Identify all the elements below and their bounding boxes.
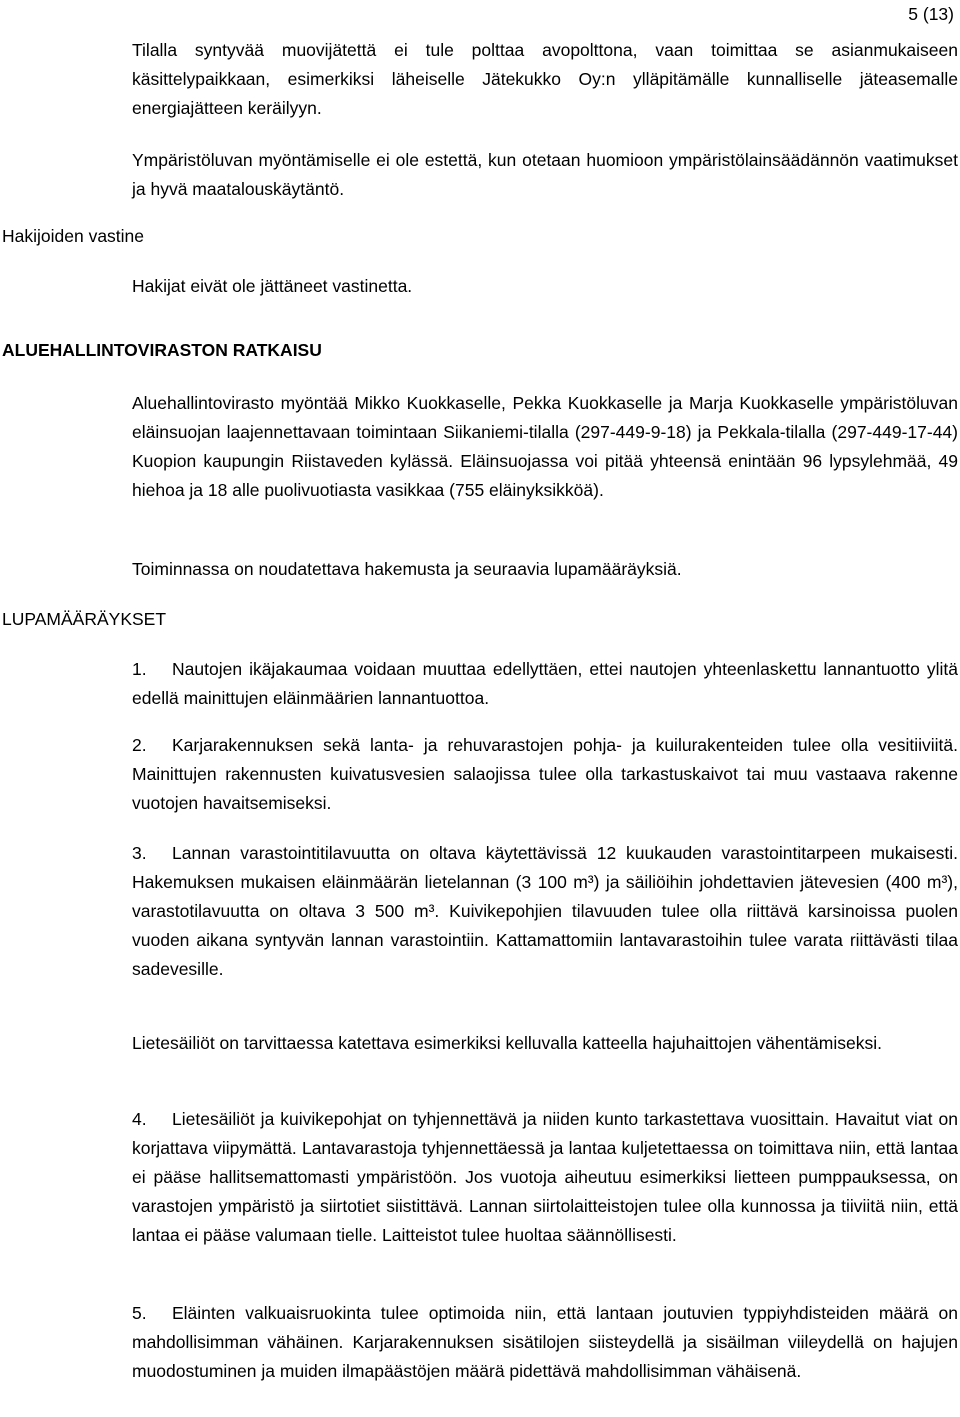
condition-text: Eläinten valkuaisruokinta tulee optimoida niin, että lantaan joutuvien typpiyhdisteiden määrä on mahdollisimman vähäinen. Karjarakennuksen sisätilojen siisteydellä ja sisäilman viileydellä on hajujen muodostuminen ja muiden ilmapäästöjen määrä pidettävä mahdollisimman vähäisenä. — [132, 1303, 958, 1381]
condition-number: 2. — [132, 735, 147, 755]
condition-item — [132, 1029, 958, 1058]
decision-followup: Toiminnassa on noudatettava hakemusta ja seuraavia lupamääräyksiä. — [132, 559, 682, 579]
condition-number: 3. — [132, 843, 147, 863]
condition-item — [132, 731, 958, 818]
condition-number: 5. — [132, 1303, 147, 1323]
paragraph-no-obstacle: Ympäristöluvan myöntämiselle ei ole estettä, kun otetaan huomioon ympäristölainsäädännön vaatimukset ja hyvä maatalouskäytäntö. — [132, 150, 958, 199]
condition-text: Karjarakennuksen sekä lanta- ja rehuvarastojen pohja- ja kuilurakenteiden tulee olla vesitiiviitä. Mainittujen rakennusten kuivatusvesien salaojissa tulee olla tarkastuskaivot tai muu vastaava rakenne vuotojen havaitsemiseksi. — [132, 735, 958, 813]
paragraph-plastic-waste: Tilalla syntyvää muovijätettä ei tule polttaa avopolttona, vaan toimittaa se asianmukaiseen käsittelypaikkaan, esimerkiksi läheiselle Jätekukko Oy:n ylläpitämälle kunnalliselle jäteasemalle energiajätteen keräilyyn. — [132, 40, 958, 118]
condition-number: 4. — [132, 1109, 147, 1129]
condition-text: Lietesäiliöt ja kuivikepohjat on tyhjennettävä ja niiden kunto tarkastettava vuosittain. Havaitut viat on korjattava viipymättä. Lantavarastoja tyhjennettäessä ja lantaa kuljetettaessa on toimittava niin, että lantaa ei pääse hallitsemattomasti ympäristöön. Jos vuotoja aiheutuu esimerkiksi lietteen pumppauksessa, on varastojen ympäristö ja siirtotiet siistittävä. Lannan siirtolaitteistojen tulee olla kunnossa ja tiiviitä niin, että lantaa ei pääse valumaan tielle. Laitteistot tulee huoltaa säännöllisesti. — [132, 1109, 958, 1245]
condition-text: Nautojen ikäjakaumaa voidaan muuttaa edellyttäen, ettei nautojen yhteenlaskettu lannantuotto ylitä edellä mainittujen eläinmäärien lannantuottoa. — [132, 659, 958, 708]
permit-conditions-label: LUPAMÄÄRÄYKSET — [2, 609, 167, 629]
condition-item — [132, 655, 958, 713]
condition-text: Lietesäiliöt on tarvittaessa katettava esimerkiksi kelluvalla katteella hajuhaittojen vähentämiseksi. — [132, 1033, 882, 1053]
applicants-response-text: Hakijat eivät ole jättäneet vastinetta. — [132, 276, 413, 296]
condition-text: Lannan varastointitilavuutta on oltava käytettävissä 12 kuukauden varastointitarpeen mukaisesti. Hakemuksen mukaisen eläinmäärän lietelannan (3 100 m³) ja säiliöihin johdettavien jätevesien (400 m³), varastotilavuutta on oltava 3 500 m³. Kuivikepohjien tilavuuden tulee olla riittävä karsinoissa puolen vuoden aikana syntyvän lannan varastointiin. Kattamattomiin lantavarastoihin tulee varata riittävästi tilaa sadevesille. — [132, 843, 958, 979]
decision-text: Aluehallintovirasto myöntää Mikko Kuokkaselle, Pekka Kuokkaselle ja Marja Kuokkaselle ympäristöluvan eläinsuojan laajennettavaan toimintaan Siikaniemi-tilalla (297-449-9-18) ja Pekkala-tilalla (297-449-17-44) Kuopion kaupungin Riistaveden kylässä. Eläinsuojassa voi pitää yhteensä enintään 96 lypsylehmää, 49 hiehoa ja 18 alle puolivuotiasta vasikkaa (755 eläinyksikköä). — [132, 393, 958, 500]
condition-number: 1. — [132, 659, 147, 679]
page-number: 5 (13) — [908, 4, 954, 24]
condition-item — [132, 1299, 958, 1386]
condition-item — [132, 1105, 958, 1250]
condition-item — [132, 839, 958, 984]
applicants-response-label: Hakijoiden vastine — [2, 226, 145, 246]
decision-heading: ALUEHALLINTOVIRASTON RATKAISU — [2, 340, 322, 360]
